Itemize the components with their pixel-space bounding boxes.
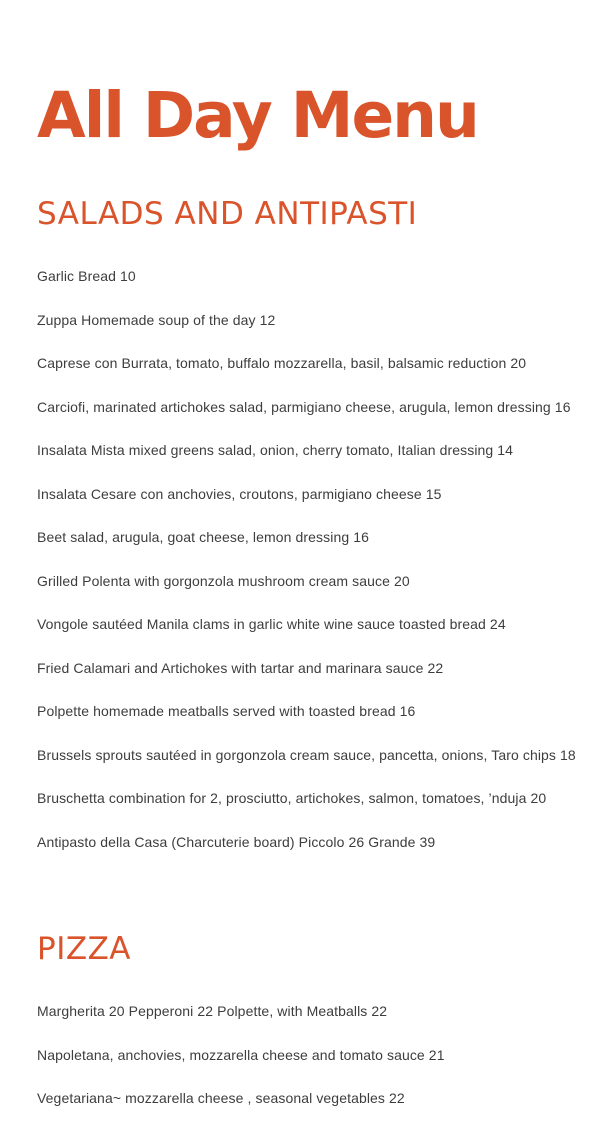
salads-antipasti-list [37, 266, 576, 875]
menu-item: Fried Calamari and Artichokes with tartar and marinara sauce 22 [37, 659, 444, 676]
menu-item: Beet salad, arugula, goat cheese, lemon dressing 16 [37, 529, 369, 545]
menu-item: Caprese con Burrata, tomato, buffalo mozzarella, basil, balsamic reduction 20 [37, 355, 527, 371]
menu-item: Insalata Mista mixed greens salad, onion, cherry tomato, Italian dressing 14 [37, 442, 514, 458]
section-heading-pizza: PIZZA [37, 931, 132, 967]
menu-item: Margherita 20 Pepperoni 22 Polpette, with Meatballs 22 [37, 1003, 388, 1019]
menu-item: Brussels sprouts sautéed in gorgonzola cream sauce, pancetta, onions, Taro chips 18 [37, 746, 576, 763]
menu-item: Zuppa Homemade soup of the day 12 [37, 311, 276, 328]
pizza-list [37, 1001, 445, 1132]
menu-item: Garlic Bread 10 [37, 268, 136, 284]
menu-item: Napoletana, anchovies, mozzarella cheese and tomato sauce 21 [37, 1046, 445, 1063]
menu-item: Polpette homemade meatballs served with toasted bread 16 [37, 703, 416, 719]
menu-item: Bruschetta combination for 2, prosciutto, artichokes, salmon, tomatoes, ’nduja 20 [37, 790, 547, 806]
menu-item: Antipasto della Casa (Charcuterie board) Piccolo 26 Grande 39 [37, 833, 436, 850]
menu-item: Carciofi, marinated artichokes salad, parmigiano cheese, arugula, lemon dressing 16 [37, 398, 571, 415]
menu-item: Grilled Polenta with gorgonzola mushroom cream sauce 20 [37, 572, 410, 589]
menu-title: All Day Menu [37, 79, 478, 152]
section-heading-salads-antipasti: SALADS AND ANTIPASTI [37, 196, 418, 232]
menu-item: Vongole sautéed Manila clams in garlic white wine sauce toasted bread 24 [37, 616, 506, 632]
menu-item: Insalata Cesare con anchovies, croutons, parmigiano cheese 15 [37, 485, 442, 502]
menu-item: Vegetariana~ mozzarella cheese , seasonal vegetables 22 [37, 1090, 405, 1106]
